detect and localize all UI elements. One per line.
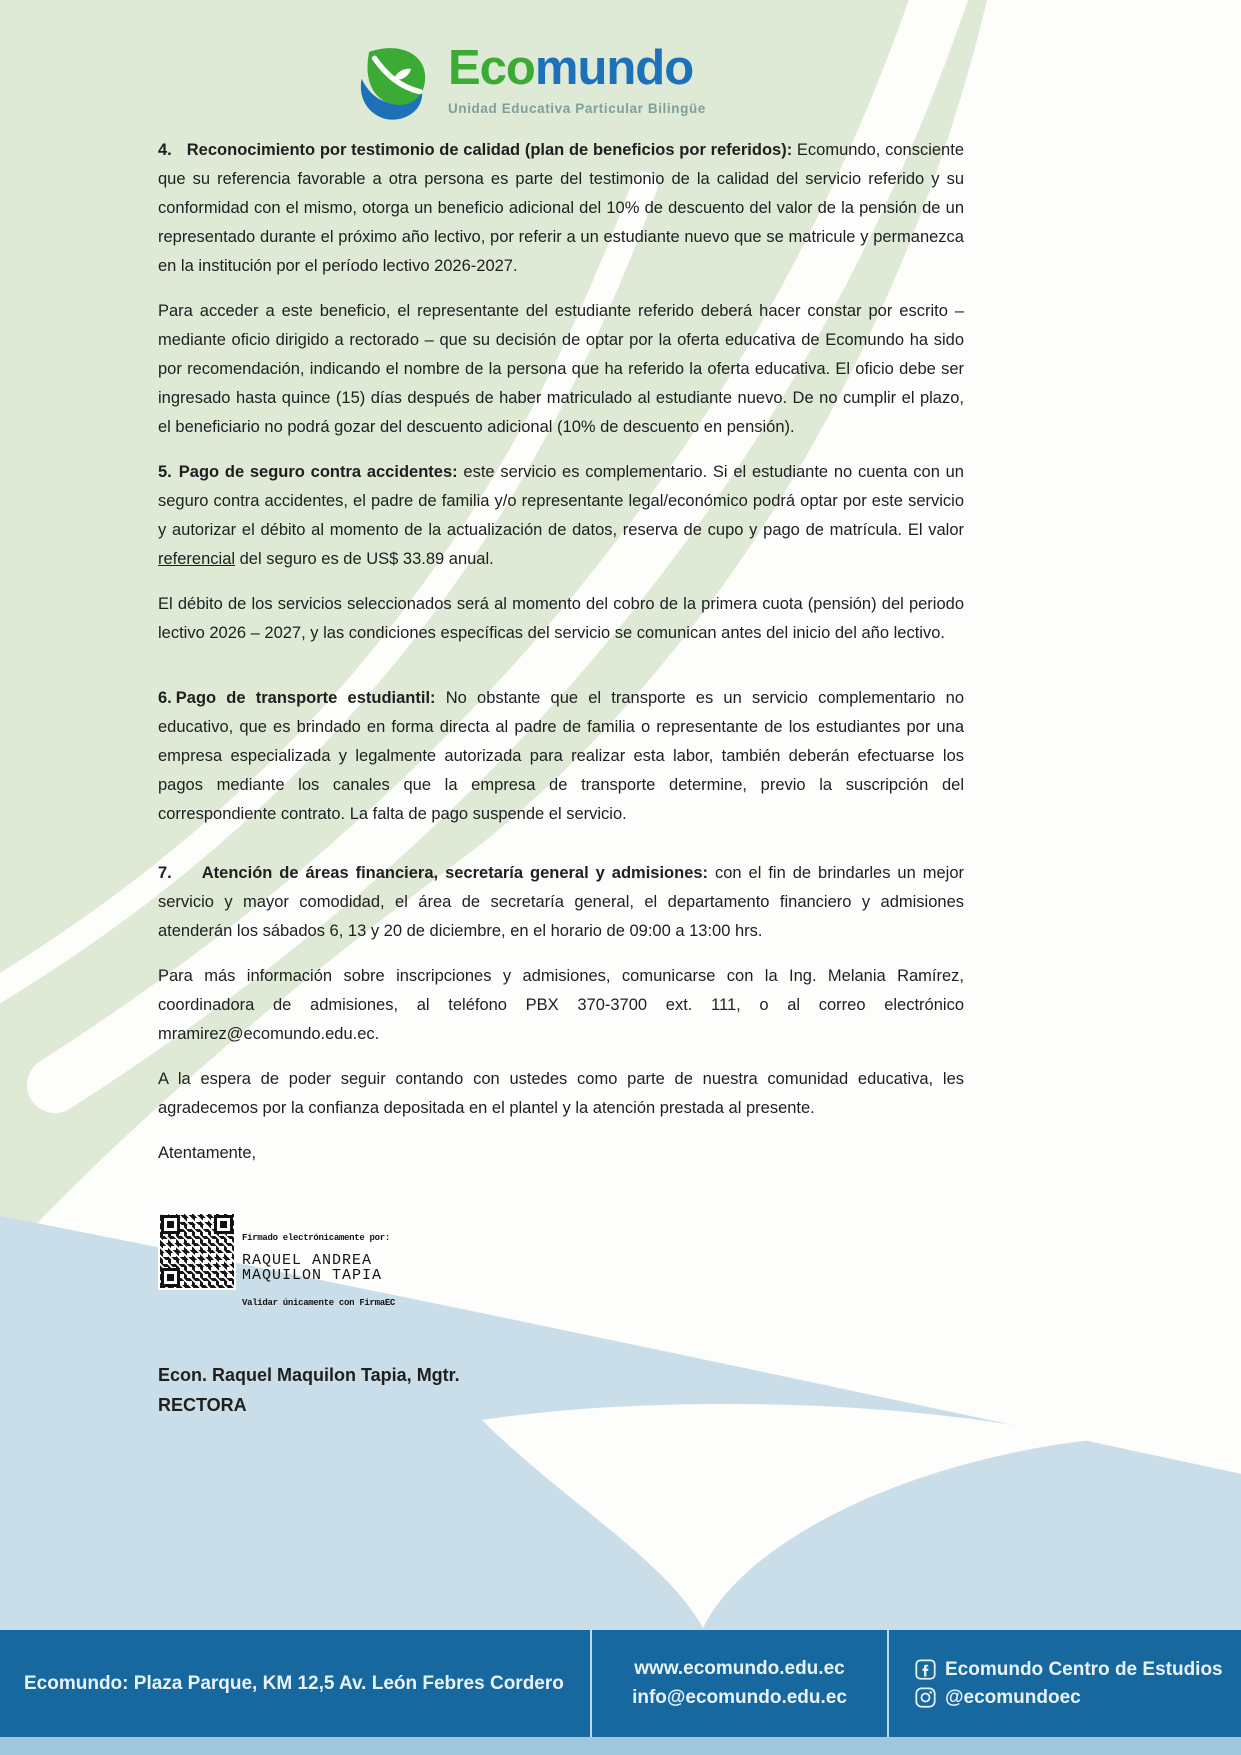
stamp-name-line2: MAQUILON TAPIA (242, 1267, 383, 1284)
footer-instagram-row (915, 1687, 1241, 1709)
footer-web-contact (590, 1630, 889, 1737)
paragraph-4-number: 4. (158, 141, 172, 159)
footer-email: info@ecomundo.edu.ec (632, 1687, 847, 1708)
stamp-name-line1: RAQUEL ANDREA (242, 1252, 373, 1269)
letter-body (158, 136, 964, 1420)
signer-name: Econ. Raquel Maquilon Tapia, Mgtr. (158, 1365, 460, 1385)
footer-address (0, 1630, 590, 1737)
footer-website: www.ecomundo.edu.ec (634, 1658, 845, 1679)
paragraph-beneficio-referidos (158, 136, 964, 281)
footer-facebook-handle: Ecomundo Centro de Estudios (945, 1658, 1223, 1680)
paragraph-6-lead: Pago de transporte estudiantil: (175, 689, 436, 707)
signer-title: RECTORA (158, 1395, 247, 1415)
paragraph-5-text-2: del seguro es de US$ 33.89 anual. (235, 550, 494, 568)
paragraph-acceder-beneficio (158, 297, 964, 442)
ecomundo-leaf-icon (352, 40, 438, 126)
paragraph-mas-informacion (158, 962, 964, 1049)
qr-code (158, 1212, 236, 1290)
paragraph-4-text: Ecomundo, consciente que su referencia favorable a otra persona es parte del testimonio de la calidad del servicio referido y su conformidad con el mismo, otorga un beneficio adicional del 10% de descuento del valor de la pensión de un representado durante el próximo año lectivo, por referir a un estudiante nuevo que se matricule y permanezca en la institución por el período lectivo 2026-2027. (158, 141, 964, 275)
footer-instagram-handle: @ecomundoec (945, 1686, 1081, 1708)
paragraph-6-text: No obstante que el transporte es un servicio complementario no educativo, que es brindado en forma directa al padre de familia o representante de los estudiantes por una empresa especializada y legalmente autorizada para realizar esta labor, también deberán efectuarse los pagos mediante los canales que la empresa de transporte determine, previo la suscripción del correspondiente contrato. La falta de pago suspende el servicio. (158, 689, 964, 823)
paragraph-4-lead: Reconocimiento por testimonio de calidad (plan de beneficios por referidos): (186, 141, 793, 159)
paragraph-5-text-1: este servicio es complementario. Si el estudiante no cuenta con un seguro contra accidentes, el padre de familia y/o representante legal/económico podrá optar por este servicio y autorizar el débito al momento de la actualización de datos, reserva de cupo y pago de matrícula. El valor (158, 463, 964, 539)
footer-bar (0, 1630, 1241, 1737)
brand-name (448, 40, 706, 96)
paragraph-5-number: 5. (158, 463, 172, 481)
paragraph-atencion-areas (158, 859, 964, 946)
paragraph-6-number: 6. (158, 689, 172, 707)
footer-address-text: Plaza Parque, KM 12,5 Av. León Febres Cordero (128, 1672, 564, 1694)
paragraph-7-number: 7. (158, 864, 172, 882)
qr-finder-top-right (217, 1218, 230, 1231)
paragraph-7-lead: Atención de áreas financiera, secretaría general y admisiones: (201, 864, 709, 882)
paragraph-informacion-text: Para más información sobre inscripciones y admisiones, comunicarse con la Ing. Melania Ramírez, coordinadora de admisiones, al teléfono PBX 370-3700 ext. 111, o al correo electrónico mramirez@ecomundo.edu.ec. (158, 967, 964, 1043)
ecomundo-logo (352, 40, 706, 126)
stamp-validate-note: Validar únicamente con FirmaEC (242, 1298, 396, 1308)
paragraph-seguro-accidentes (158, 458, 964, 574)
footer-address-label: Ecomundo: (24, 1672, 129, 1694)
logo-tagline: Unidad Educativa Particular Bilingüe (448, 101, 706, 116)
instagram-icon (915, 1687, 936, 1708)
paragraph-5-lead: Pago de seguro contra accidentes: (178, 463, 458, 481)
stamp-text-block (242, 1212, 395, 1318)
paragraph-despedida (158, 1065, 964, 1123)
paragraph-despedida-text: A la espera de poder seguir contando con ustedes como parte de nuestra comunidad educativa, les agradecemos por la confianza depositada en el plantel y la atención prestada al presente. (158, 1070, 964, 1117)
footer-bottom-strip (0, 1737, 1241, 1755)
paragraph-debito-servicios (158, 590, 964, 648)
brand-name-mundo: mundo (534, 41, 694, 95)
logo-text-block (448, 40, 706, 116)
qr-finder-bottom-left (164, 1271, 177, 1284)
paragraph-7-text: con el fin de brindarles un mejor servicio y mayor comodidad, el área de secretaría general, el departamento financiero y admisiones atenderán los sábados 6, 13 y 20 de diciembre, en el horario de 09:00 a 13:00 hrs. (158, 864, 964, 940)
facebook-icon (915, 1659, 936, 1680)
stamp-signed-by: Firmado electrónicamente por: (242, 1233, 390, 1243)
footer-facebook-row (915, 1659, 1241, 1681)
paragraph-transporte-estudiantil (158, 684, 964, 829)
paragraph-acceder-text: Para acceder a este beneficio, el representante del estudiante referido deberá hacer constar por escrito – mediante oficio dirigido a rectorado – que su decisión de optar por la oferta educativa de Ecomundo ha sido por recomendación, indicando el nombre de la persona que ha referido la oferta educativa. El oficio debe ser ingresado hasta quince (15) días después de haber matriculado al estudiante nuevo. De no cumplir el plazo, el beneficiario no podrá gozar del descuento adicional (10% de descuento en pensión). (158, 302, 964, 436)
closing-atentamente: Atentamente, (158, 1144, 257, 1162)
brand-name-eco: Eco (448, 41, 535, 95)
electronic-signature-stamp (158, 1212, 964, 1318)
footer-social (889, 1630, 1241, 1737)
qr-finder-top-left (164, 1218, 177, 1231)
paragraph-debito-text: El débito de los servicios seleccionados será al momento del cobro de la primera cuota (pensión) del periodo lectivo 2026 – 2027, y las condiciones específicas del servicio se comunican antes del inicio del año lectivo. (158, 595, 964, 642)
footer-address-line (24, 1673, 590, 1695)
underlined-referencial: referencial (158, 550, 236, 568)
